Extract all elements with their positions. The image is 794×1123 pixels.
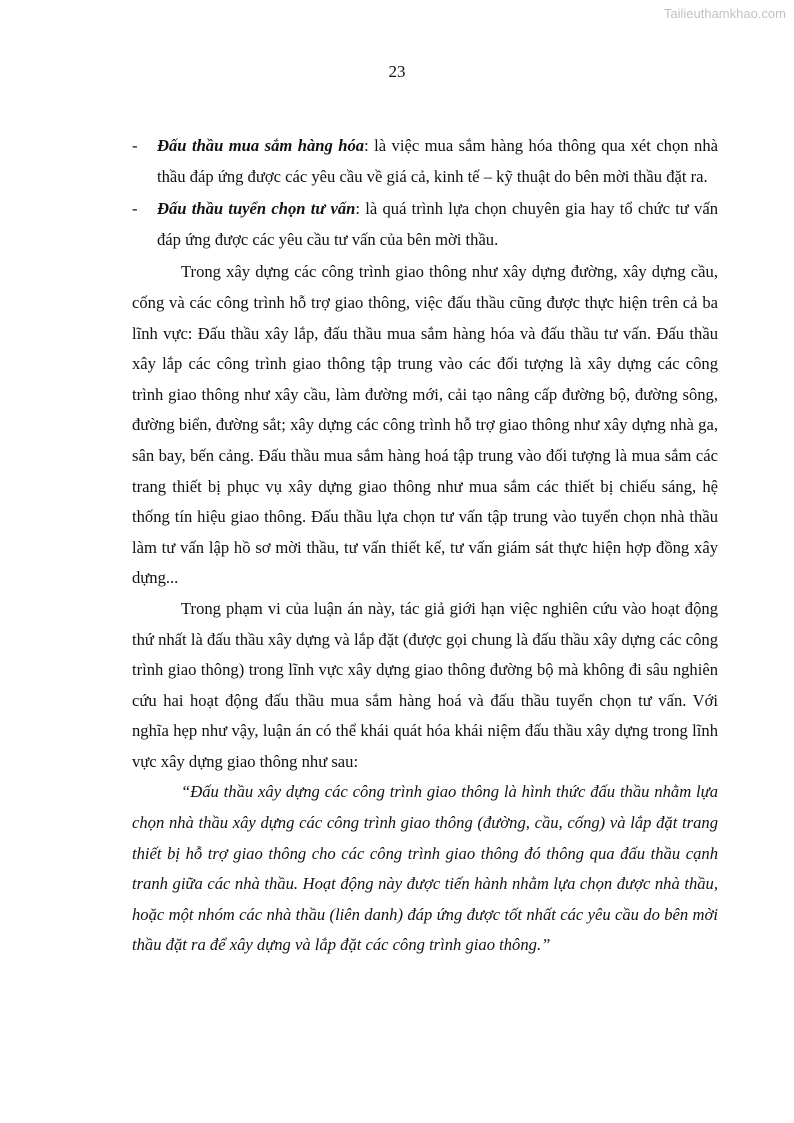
paragraph-transport-construction: Trong xây dựng các công trình giao thông như xây dựng đường, xây dựng cầu, cống và các công trình hỗ trợ giao thông, việc đấu thầu cũng được thực hiện trên cả ba lĩnh vực: Đấu thầu xây lắp, đấu thầu mua sắm hàng hóa và đấu thầu tư vấn. Đấu thầu xây lắp các công trình giao thông tập trung vào các đối tượng là xây dựng các công trình giao thông như xây cầu, làm đường mới, cải tạo nâng cấp đường bộ, đường sông, đường biển, đường sắt; xây dựng các công trình hỗ trợ giao thông như xây dựng nhà ga, sân bay, bến cảng. Đấu thầu mua sắm hàng hoá tập trung vào đối tượng là mua sắm các trang thiết bị phục vụ xây dựng giao thông như mua sắm các thiết bị chiếu sáng, hệ thống tín hiệu giao thông. Đấu thầu lựa chọn tư vấn tập trung vào tuyển chọn nhà thầu làm tư vấn lập hồ sơ mời thầu, tư vấn thiết kế, tư vấn giám sát thực hiện hợp đồng xây dựng... xyxy=(132,262,718,588)
paragraph-scope: Trong phạm vi của luận án này, tác giả giới hạn việc nghiên cứu vào hoạt động thứ nhất là đấu thầu xây dựng và lắp đặt (được gọi chung là đấu thầu xây dựng các công trình giao thông) trong lĩnh vực xây dựng giao thông đường bộ mà không đi sâu nghiên cứu hai hoạt động đấu thầu mua sắm hàng hoá và đấu thầu tuyển chọn tư vấn. Với nghĩa hẹp như vậy, luận án có thể khái quát hóa khái niệm đấu thầu xây dựng trong lĩnh vực xây dựng giao thông như sau: xyxy=(132,598,718,771)
bullet-consultant-selection xyxy=(132,194,718,255)
bullet-text: : là quá trình lựa chọn chuyên gia hay tổ chức tư vấn đáp ứng được các yêu cầu tư vấn của bên mời thầu. xyxy=(157,199,718,249)
bullet-dash: - xyxy=(132,199,138,219)
page-number: 23 xyxy=(388,62,406,81)
document-body xyxy=(132,131,718,961)
bullet-term: Đấu thầu mua sắm hàng hóa xyxy=(157,136,365,155)
bullet-text: : là việc mua sắm hàng hóa thông qua xét chọn nhà thầu đáp ứng được các yêu cầu về giá cả, kinh tế – kỹ thuật do bên mời thầu đặt ra. xyxy=(157,136,718,186)
bullet-goods-procurement xyxy=(132,131,718,192)
bullet-term: Đấu thầu tuyển chọn tư vấn xyxy=(157,199,356,219)
watermark: Tailieuthamkhao.com xyxy=(663,6,786,21)
bullet-dash: - xyxy=(132,136,138,155)
definition-quote: “Đấu thầu xây dựng các công trình giao thông là hình thức đấu thầu nhằm lựa chọn nhà thầu xây dựng các công trình giao thông (đường, cầu, cống) và lắp đặt trang thiết bị hỗ trợ giao thông cho các công trình giao thông đó thông qua đấu thầu cạnh tranh giữa các nhà thầu. Hoạt động này được tiến hành nhằm lựa chọn được nhà thầu, hoặc một nhóm các nhà thầu (liên danh) đáp ứng được tốt nhất các yêu cầu do bên mời thầu đặt ra để xây dựng và lắp đặt các công trình giao thông.” xyxy=(132,782,718,955)
